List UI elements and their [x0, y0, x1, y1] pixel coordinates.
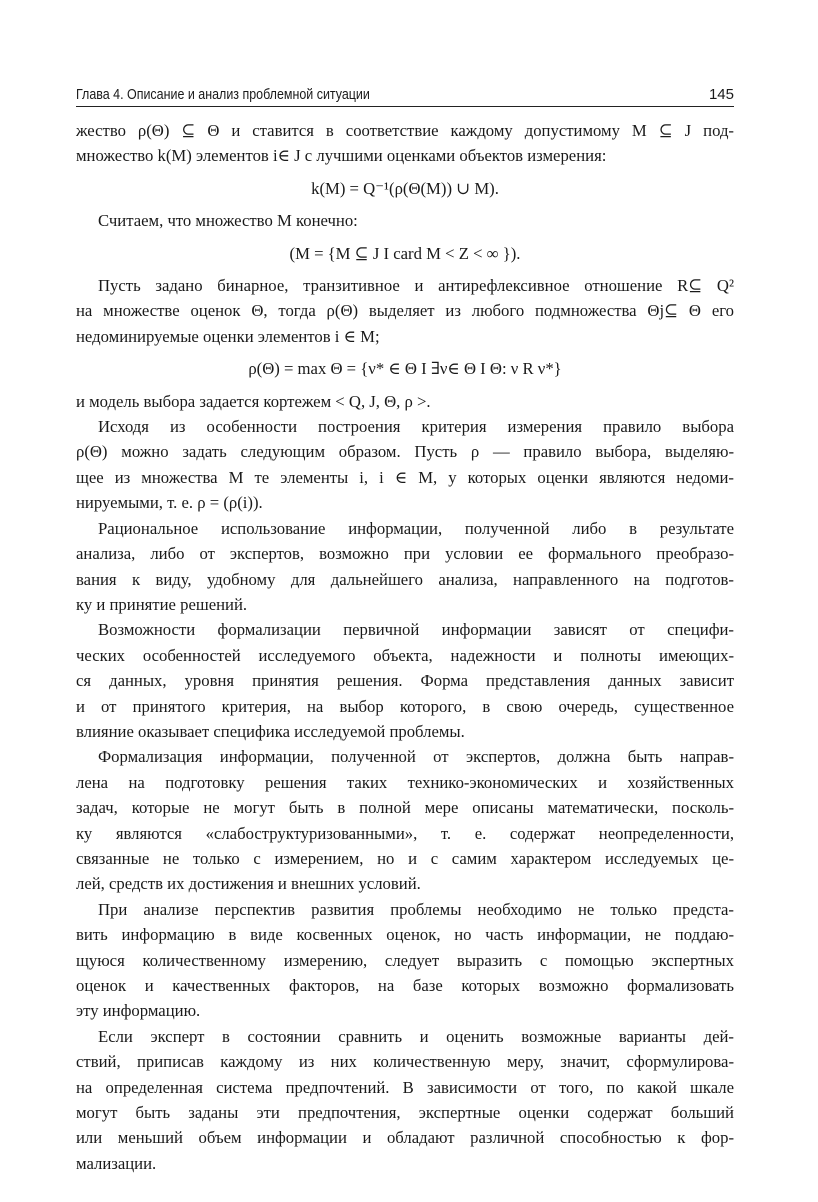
text-line: или меньший объем информации и обладают различной способностью к фор- — [76, 1128, 734, 1148]
text-line: жество ρ(Θ) ⊆ Θ и ставится в соответствие каждому допустимому M ⊆ J под- — [76, 121, 734, 140]
text-line: щее из множества M те элементы i, i ∈ M, у которых оценки являются недоми- — [76, 467, 734, 487]
text-line: лей, средств их достижения и внешних условий. — [76, 874, 421, 894]
text-line: Исходя из особенности построения критерия измерения правило выбора — [98, 417, 734, 437]
formula: k(M) = Q⁻¹(ρ(Θ(M)) ∪ M). — [311, 178, 499, 198]
text-line: вить информацию в виде косвенных оценок, но часть информации, не поддаю- — [76, 925, 734, 945]
text-line: ρ(Θ) можно задать следующим образом. Пусть ρ — правило выбора, выделяю- — [76, 442, 734, 462]
page-number: 145 — [708, 86, 734, 103]
text-line: Рациональное использование информации, полученной либо в результате — [98, 518, 734, 538]
text-line: мализации. — [76, 1153, 157, 1173]
text-line: Формализация информации, полученной от экспертов, должна быть направ- — [98, 747, 734, 767]
text-line: вания к виду, удобному для дальнейшего анализа, направленного на подготов- — [76, 569, 734, 589]
formula: (M = {M ⊆ J I card M < Z < ∞ }). — [289, 243, 521, 263]
text-line: Пусть задано бинарное, транзитивное и антирефлексивное отношение R⊆ Q² — [98, 276, 734, 296]
text-line: на множестве оценок Θ, тогда ρ(Θ) выделяет из любого подмножества Θj⊆ Θ его — [76, 301, 734, 321]
body-text — [76, 118, 734, 1176]
text-line: анализа, либо от экспертов, возможно при условии ее формального преобразо- — [76, 544, 734, 564]
text-line: влияние оказывает специфика исследуемой проблемы. — [76, 721, 465, 741]
text-line: связанные не только с измерением, но и с самим характером исследуемых це- — [76, 848, 734, 868]
text-line: оценок и качественных факторов, на базе которых возможно формализовать — [76, 976, 734, 995]
chapter-title: Глава 4. Описание и анализ проблемной ситуации — [76, 87, 370, 103]
text-line: могут быть заданы эти предпочтения, экспертные оценки содержат больший — [76, 1103, 734, 1123]
formula: ρ(Θ) = max Θ = {ν* ∈ Θ I ∃ν∈ Θ I Θ: ν R ν*} — [248, 359, 562, 379]
text-line: эту информацию. — [76, 1001, 201, 1021]
text-line: Если эксперт в состоянии сравнить и оценить возможные варианты дей- — [98, 1026, 734, 1046]
text-line: и от принятого критерия, на выбор которого, в свою очередь, существенное — [76, 696, 734, 716]
text-line: Возможности формализации первичной информации зависят от специфи- — [98, 620, 734, 640]
text-line: ку являются «слабоструктуризованными», т. е. содержат неопределенности, — [76, 823, 734, 843]
running-head — [76, 80, 734, 107]
text-line: нируемыми, т. е. ρ = (ρ(i)). — [76, 493, 263, 513]
text-line: лена на подготовку решения таких технико-экономических и хозяйственных — [76, 772, 734, 792]
text-line: множество k(M) элементов i∈ J с лучшими оценками объектов измерения: — [76, 146, 607, 166]
text-line: При анализе перспектив развития проблемы необходимо не только предста- — [98, 899, 734, 919]
text-line: ся данных, уровня принятия решения. Форма представления данных зависит — [76, 671, 734, 691]
text-line: щуюся количественному измерению, следует выразить с помощью экспертных — [76, 950, 734, 970]
text-line: и модель выбора задается кортежем < Q, J, Θ, ρ >. — [76, 391, 431, 411]
text-line: недоминируемые оценки элементов i ∈ M; — [76, 326, 380, 346]
text-line: ствий, приписав каждому из них количественную меру, значит, сформулирова- — [76, 1052, 734, 1072]
text-line: ку и принятие решений. — [76, 594, 248, 614]
text-line: ческих особенностей исследуемого объекта, надежности и полноты имеющих- — [76, 645, 734, 665]
text-line: Считаем, что множество M конечно: — [98, 211, 358, 231]
text-line: на определенная система предпочтений. В зависимости от того, по какой шкале — [76, 1077, 734, 1097]
text-line: задач, которые не могут быть в полной мере описаны математически, посколь- — [76, 798, 734, 818]
